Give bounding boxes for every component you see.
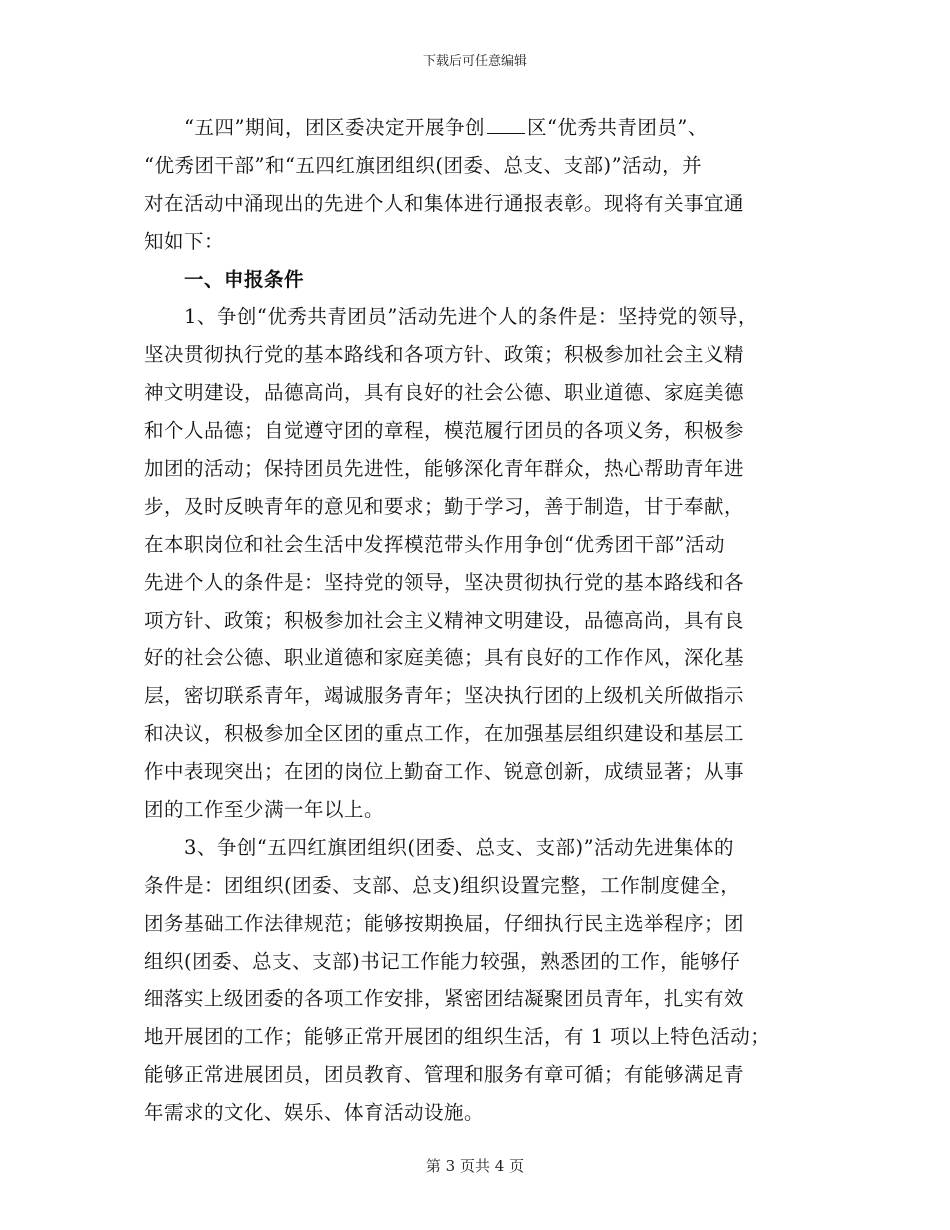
item3-line: 年需求的文化、娱乐、体育活动设施。 (144, 1101, 485, 1125)
intro-line-1 (144, 109, 824, 147)
item1-line: 作中表现突出；在团的岗位上勤奋工作、锐意创新，成绩显著；从事 (144, 760, 745, 784)
item1-line: 团的工作至少满一年以上。 (144, 798, 385, 822)
item1-line: 先进个人的条件是：坚持党的领导，坚决贯彻执行党的基本路线和各 (144, 570, 745, 594)
item1-line: 项方针、政策；积极参加社会主义精神文明建设，品德高尚，具有良 (144, 608, 745, 632)
item1-line: 神文明建设，品德高尚，具有良好的社会公德、职业道德、家庭美德 (144, 381, 745, 405)
item3-line: 3、争创“五四红旗团组织(团委、总支、支部)”活动先进集体的 (184, 835, 735, 859)
intro-line-3: 对在活动中涌现出的先进个人和集体进行通报表彰。现将有关事宜通 (144, 191, 745, 215)
intro-text-part-1: “五四”期间，团区委决定开展争创 (184, 116, 485, 139)
intro-text-part-2: 区“优秀共青团员”、 (526, 116, 708, 139)
item3-line: 团务基础工作法律规范；能够按期换届，仔细执行民主选举程序；团 (144, 911, 745, 935)
document-body (144, 109, 824, 1132)
item3-line: 细落实上级团委的各项工作安排，紧密团结凝聚团员青年，扎实有效 (144, 987, 745, 1011)
item1-line: 和决议，积极参加全区团的重点工作，在加强基层组织建设和基层工 (144, 722, 745, 746)
item3-line: 能够正常进展团员，团员教育、管理和服务有章可循；有能够满足青 (144, 1063, 745, 1087)
item3-line: 组织(团委、总支、支部)书记工作能力较强，熟悉团的工作，能够仔 (144, 949, 741, 973)
item1-line: 步，及时反映青年的意见和要求；勤于学习，善于制造，甘于奉献， (144, 494, 745, 518)
item1-line: 层，密切联系青年，竭诚服务青年；坚决执行团的上级机关所做指示 (144, 684, 745, 708)
item1-line: 1、争创“优秀共青团员”活动先进个人的条件是：坚持党的领导， (184, 305, 758, 329)
item3-line: 条件是：团组织(团委、支部、总支)组织设置完整，工作制度健全， (144, 873, 741, 897)
item1-line: 和个人品德；自觉遵守团的章程，模范履行团员的各项义务，积极参 (144, 419, 745, 443)
item1-line: 坚决贯彻执行党的基本路线和各项方针、政策；积极参加社会主义精 (144, 343, 745, 367)
item3-line: 地开展团的工作；能够正常开展团的组织生活，有 1 项以上特色活动； (144, 1025, 771, 1049)
item1-line: 好的社会公德、职业道德和家庭美德；具有良好的工作作风，深化基 (144, 646, 745, 670)
intro-line-4: 知如下： (144, 229, 225, 253)
page-number-footer: 第 3 页共 4 页 (425, 1157, 525, 1175)
intro-line-2: “优秀团干部”和“五四红旗团组织(团委、总支、支部)”活动，并 (144, 153, 703, 177)
page-header: 下载后可任意编辑 (422, 54, 527, 69)
fill-in-blank (487, 113, 525, 134)
item1-line: 在本职岗位和社会生活中发挥模范带头作用争创“优秀团干部”活动 (144, 532, 725, 556)
item1-line: 加团的活动；保持团员先进性，能够深化青年群众，热心帮助青年进 (144, 457, 745, 481)
section-heading: 一、申报条件 (184, 267, 305, 291)
